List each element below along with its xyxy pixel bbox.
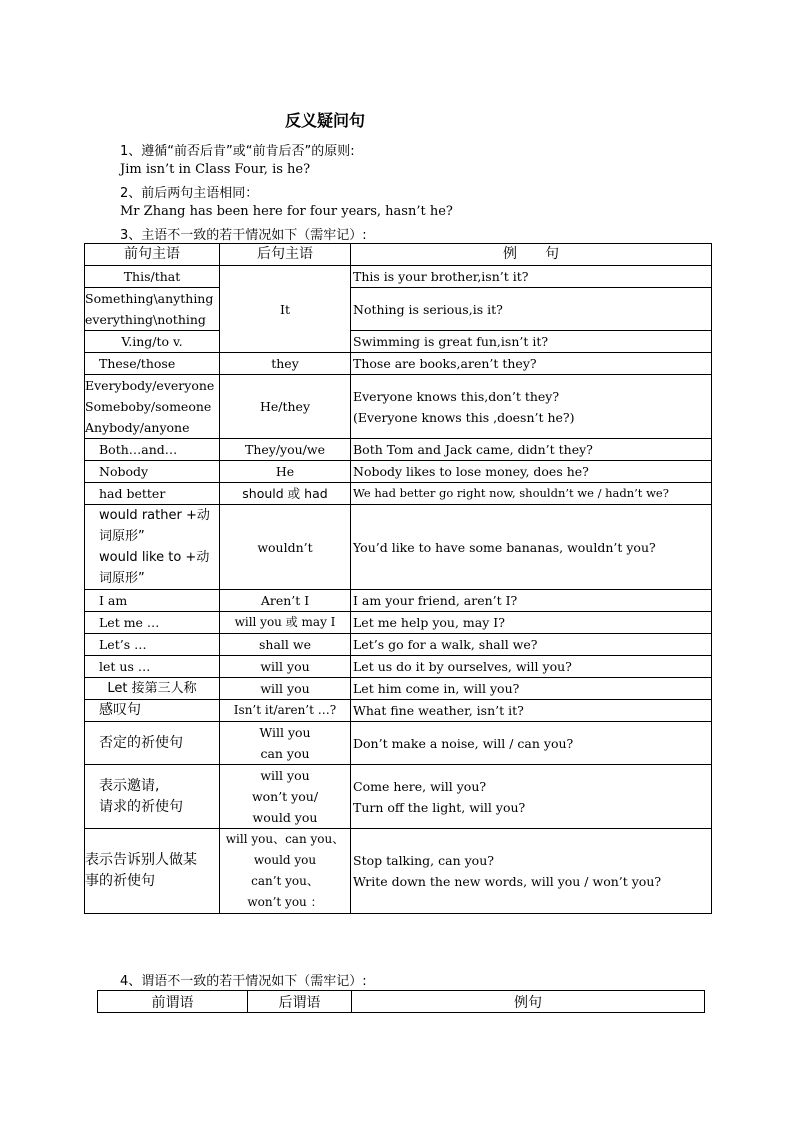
rule-1-example: Jim isn’t in Class Four, is he? <box>120 162 311 177</box>
table-row <box>85 439 712 461</box>
cell-example: Everyone knows this,don’t they? (Everyone knows this ,doesn’t he?) <box>351 375 712 439</box>
cell-example: Both Tom and Jack came, didn’t they? <box>351 439 712 461</box>
table-row <box>85 505 712 590</box>
header-example: 例 句 <box>351 244 712 266</box>
cell-subject: Let 接第三人称 <box>85 678 220 700</box>
table-row <box>85 765 712 829</box>
header-prev-predicate: 前谓语 <box>98 991 248 1013</box>
cell-example: Nobody likes to lose money, does he? <box>351 461 712 483</box>
cell-subject: 否定的祈使句 <box>85 722 220 765</box>
rule-1: 1、遵循“前否后肯”或“前肯后否”的原则: <box>120 144 355 159</box>
cell-subject: 表示邀请, 请求的祈使句 <box>85 765 220 829</box>
cell-tag: Aren’t I <box>220 590 351 612</box>
cell-example: Don’t make a noise, will / can you? <box>351 722 712 765</box>
cell-subject: 感叹句 <box>85 700 220 722</box>
cell-example: What fine weather, isn’t it? <box>351 700 712 722</box>
cell-tag: shall we <box>220 634 351 656</box>
table-header-row <box>85 244 712 266</box>
cell-example: Let’s go for a walk, shall we? <box>351 634 712 656</box>
table-row <box>85 722 712 765</box>
table-row <box>85 331 712 353</box>
cell-subject: would rather +动 词原形” would like to +动 词原形” <box>85 505 220 590</box>
cell-example: Swimming is great fun,isn’t it? <box>351 331 712 353</box>
cell-tag: He <box>220 461 351 483</box>
cell-tag: will you 或 may I <box>220 612 351 634</box>
header-tag-predicate: 后谓语 <box>248 991 352 1013</box>
table-row <box>85 288 712 331</box>
table-row <box>85 829 712 914</box>
cell-tag: It <box>220 266 351 353</box>
rule-4: 4、谓语不一致的若干情况如下（需牢记）: <box>120 974 367 989</box>
cell-subject: let us … <box>85 656 220 678</box>
cell-example: Stop talking, can you? Write down the new words, will you / won’t you? <box>351 829 712 914</box>
cell-example: I am your friend, aren’t I? <box>351 590 712 612</box>
cell-example: Those are books,aren’t they? <box>351 353 712 375</box>
cell-example: Come here, will you? Turn off the light, will you? <box>351 765 712 829</box>
cell-tag: wouldn’t <box>220 505 351 590</box>
table-row <box>85 461 712 483</box>
cell-subject: These/those <box>85 353 220 375</box>
rule-2: 2、前后两句主语相同： <box>120 186 259 201</box>
table-row <box>85 266 712 288</box>
cell-tag: should 或 had <box>220 483 351 505</box>
cell-example: We had better go right now, shouldn’t we / hadn’t we? <box>351 483 712 505</box>
header-example: 例句 <box>352 991 705 1013</box>
cell-example: Nothing is serious,is it? <box>351 288 712 331</box>
table-row <box>85 483 712 505</box>
cell-example: This is your brother,isn’t it? <box>351 266 712 288</box>
cell-subject: Nobody <box>85 461 220 483</box>
table-row <box>85 700 712 722</box>
header-tag-subject: 后句主语 <box>220 244 351 266</box>
header-prev-subject: 前句主语 <box>85 244 220 266</box>
table-row <box>85 375 712 439</box>
table-row <box>85 353 712 375</box>
cell-tag: they <box>220 353 351 375</box>
cell-example: Let him come in, will you? <box>351 678 712 700</box>
table-row <box>85 612 712 634</box>
cell-subject: This/that <box>85 266 220 288</box>
cell-subject: had better <box>85 483 220 505</box>
rule-2-example: Mr Zhang has been here for four years, hasn’t he? <box>120 204 453 219</box>
cell-example: Let me help you, may I? <box>351 612 712 634</box>
cell-example: You’d like to have some bananas, wouldn’t you? <box>351 505 712 590</box>
cell-tag: Will you can you <box>220 722 351 765</box>
cell-tag: will you won’t you/ would you <box>220 765 351 829</box>
table-row <box>85 634 712 656</box>
cell-tag: will you、can you、 would you can’t you、 won’t you ： <box>220 829 351 914</box>
rule-3: 3、主语不一致的若干情况如下（需牢记）: <box>120 228 367 243</box>
table-row <box>85 678 712 700</box>
cell-tag: They/you/we <box>220 439 351 461</box>
cell-subject: Everybody/everyone Someboby/someone Anybody/anyone <box>85 375 220 439</box>
cell-tag: He/they <box>220 375 351 439</box>
cell-subject: Both…and… <box>85 439 220 461</box>
cell-subject: I am <box>85 590 220 612</box>
cell-subject: 表示告诉别人做某 事的祈使句 <box>85 829 220 914</box>
cell-example: Let us do it by ourselves, will you? <box>351 656 712 678</box>
predicate-table <box>97 990 705 1013</box>
cell-subject: Let me … <box>85 612 220 634</box>
table-header-row <box>98 991 705 1013</box>
cell-subject: Let’s … <box>85 634 220 656</box>
cell-tag: Isn’t it/aren’t …? <box>220 700 351 722</box>
cell-subject: Something\anything everything\nothing <box>85 288 220 331</box>
table-row <box>85 656 712 678</box>
subject-table <box>84 243 712 914</box>
cell-tag: will you <box>220 678 351 700</box>
cell-tag: will you <box>220 656 351 678</box>
cell-subject: V.ing/to v. <box>85 331 220 353</box>
table-row <box>85 590 712 612</box>
page-title: 反义疑问句 <box>284 111 365 130</box>
